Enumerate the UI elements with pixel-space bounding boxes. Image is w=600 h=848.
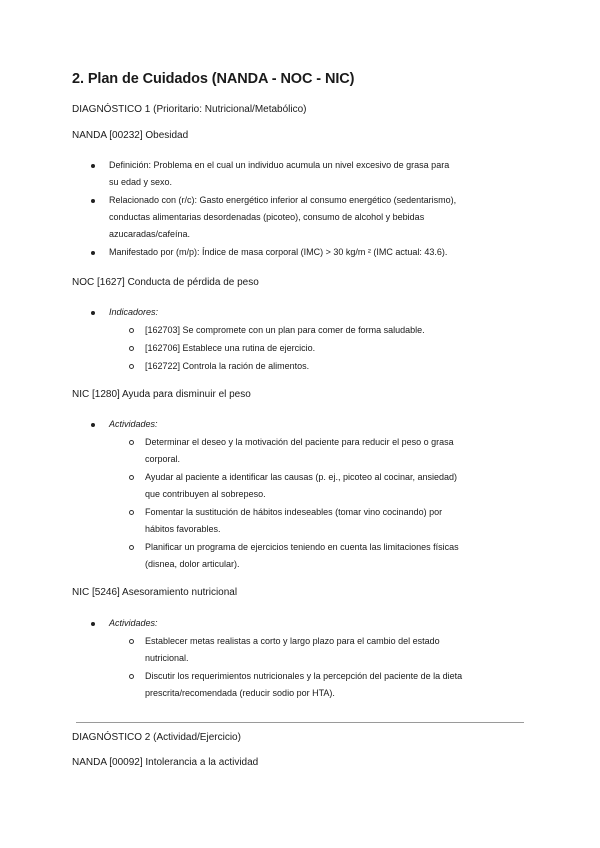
circle-bullet-icon: [129, 510, 134, 515]
diagnosis-2-title: DIAGNÓSTICO 2 (Actividad/Ejercicio): [72, 732, 241, 743]
list-item: Indicadores: [162703] Se compromete con un plan para comer de forma saludable. [162706] Establece una rutina de ejercicio. [162722] Controla la ración de alimentos.: [72, 304, 532, 375]
circle-bullet-icon: [129, 328, 134, 333]
noc-1627: NOC [1627] Conducta de pérdida de peso: [72, 277, 259, 288]
list-item: Definición: Problema en el cual un individuo acumula un nivel excesivo de grasa para su edad y sexo.: [72, 157, 532, 191]
bullet-icon: [91, 199, 95, 203]
list-item: Actividades: Establecer metas realistas a corto y largo plazo para el cambio del estado nutricional. Discutir los requerimientos nutricionales y la percepción del paciente de la dieta prescrita/recomendada (reducir sodio por HTA).: [72, 615, 532, 702]
sub-list-item: [162703] Se compromete con un plan para comer de forma saludable.: [72, 322, 532, 339]
sub-list-item: Ayudar al paciente a identificar las causas (p. ej., picoteo al cocinar, ansiedad) que contribuyen al sobrepeso.: [72, 469, 532, 503]
bullet-icon: [91, 311, 95, 315]
noc-indicators-list: [72, 304, 532, 376]
nic-5246-activities-list: [72, 615, 532, 703]
nic-5246: NIC [5246] Asesoramiento nutricional: [72, 587, 238, 598]
bullet-icon: [91, 622, 95, 626]
sub-list-item: Discutir los requerimientos nutricionales y la percepción del paciente de la dieta prescrita/recomendada (reducir sodio por HTA).: [72, 668, 532, 702]
section-divider: [76, 722, 524, 723]
nic-1280-activities-list: [72, 416, 532, 574]
bullet-icon: [91, 423, 95, 427]
bullet-icon: [91, 251, 95, 255]
sub-list-item: Establecer metas realistas a corto y largo plazo para el cambio del estado nutricional.: [72, 633, 532, 667]
sub-list-item: Planificar un programa de ejercicios teniendo en cuenta las limitaciones físicas (disnea, dolor articular).: [72, 539, 532, 573]
circle-bullet-icon: [129, 674, 134, 679]
bullet-icon: [91, 164, 95, 168]
circle-bullet-icon: [129, 364, 134, 369]
sub-list-item: Fomentar la sustitución de hábitos indeseables (tomar vino cocinando) por hábitos favorables.: [72, 504, 532, 538]
circle-bullet-icon: [129, 440, 134, 445]
sub-list-item: [162722] Controla la ración de alimentos.: [72, 358, 532, 375]
list-item: Manifestado por (m/p): Índice de masa corporal (IMC) > 30 kg/m ² (IMC actual: 43.6).: [72, 244, 532, 261]
section-heading: 2. Plan de Cuidados (NANDA - NOC - NIC): [72, 71, 355, 87]
nanda-details-list: [72, 157, 532, 262]
nanda-00092: NANDA [00092] Intolerancia a la actividad: [72, 757, 259, 768]
nanda-00232: NANDA [00232] Obesidad: [72, 130, 189, 141]
sub-list-item: Determinar el deseo y la motivación del paciente para reducir el peso o grasa corporal.: [72, 434, 532, 468]
circle-bullet-icon: [129, 545, 134, 550]
circle-bullet-icon: [129, 639, 134, 644]
list-item: Actividades: Determinar el deseo y la motivación del paciente para reducir el peso o grasa corporal. Ayudar al paciente a identificar las causas (p. ej., picoteo al cocinar, ansiedad) que contribuyen al sobrepeso. Fomentar la sustitución de hábitos indeseables (tomar vino cocinando) por hábitos favorables. Planificar un programa de ejercicios teniendo en cuenta las limitaciones físicas (disnea, dolor articular).: [72, 416, 532, 573]
circle-bullet-icon: [129, 346, 134, 351]
circle-bullet-icon: [129, 475, 134, 480]
sub-list-item: [162706] Establece una rutina de ejercicio.: [72, 340, 532, 357]
list-item: Relacionado con (r/c): Gasto energético inferior al consumo energético (sedentarismo), conductas alimentarias desordenadas (picoteo), consumo de alcohol y bebidas azucaradas/cafeína.: [72, 192, 532, 243]
diagnosis-1-title: DIAGNÓSTICO 1 (Prioritario: Nutricional/Metabólico): [72, 104, 307, 115]
nic-1280: NIC [1280] Ayuda para disminuir el peso: [72, 389, 251, 400]
